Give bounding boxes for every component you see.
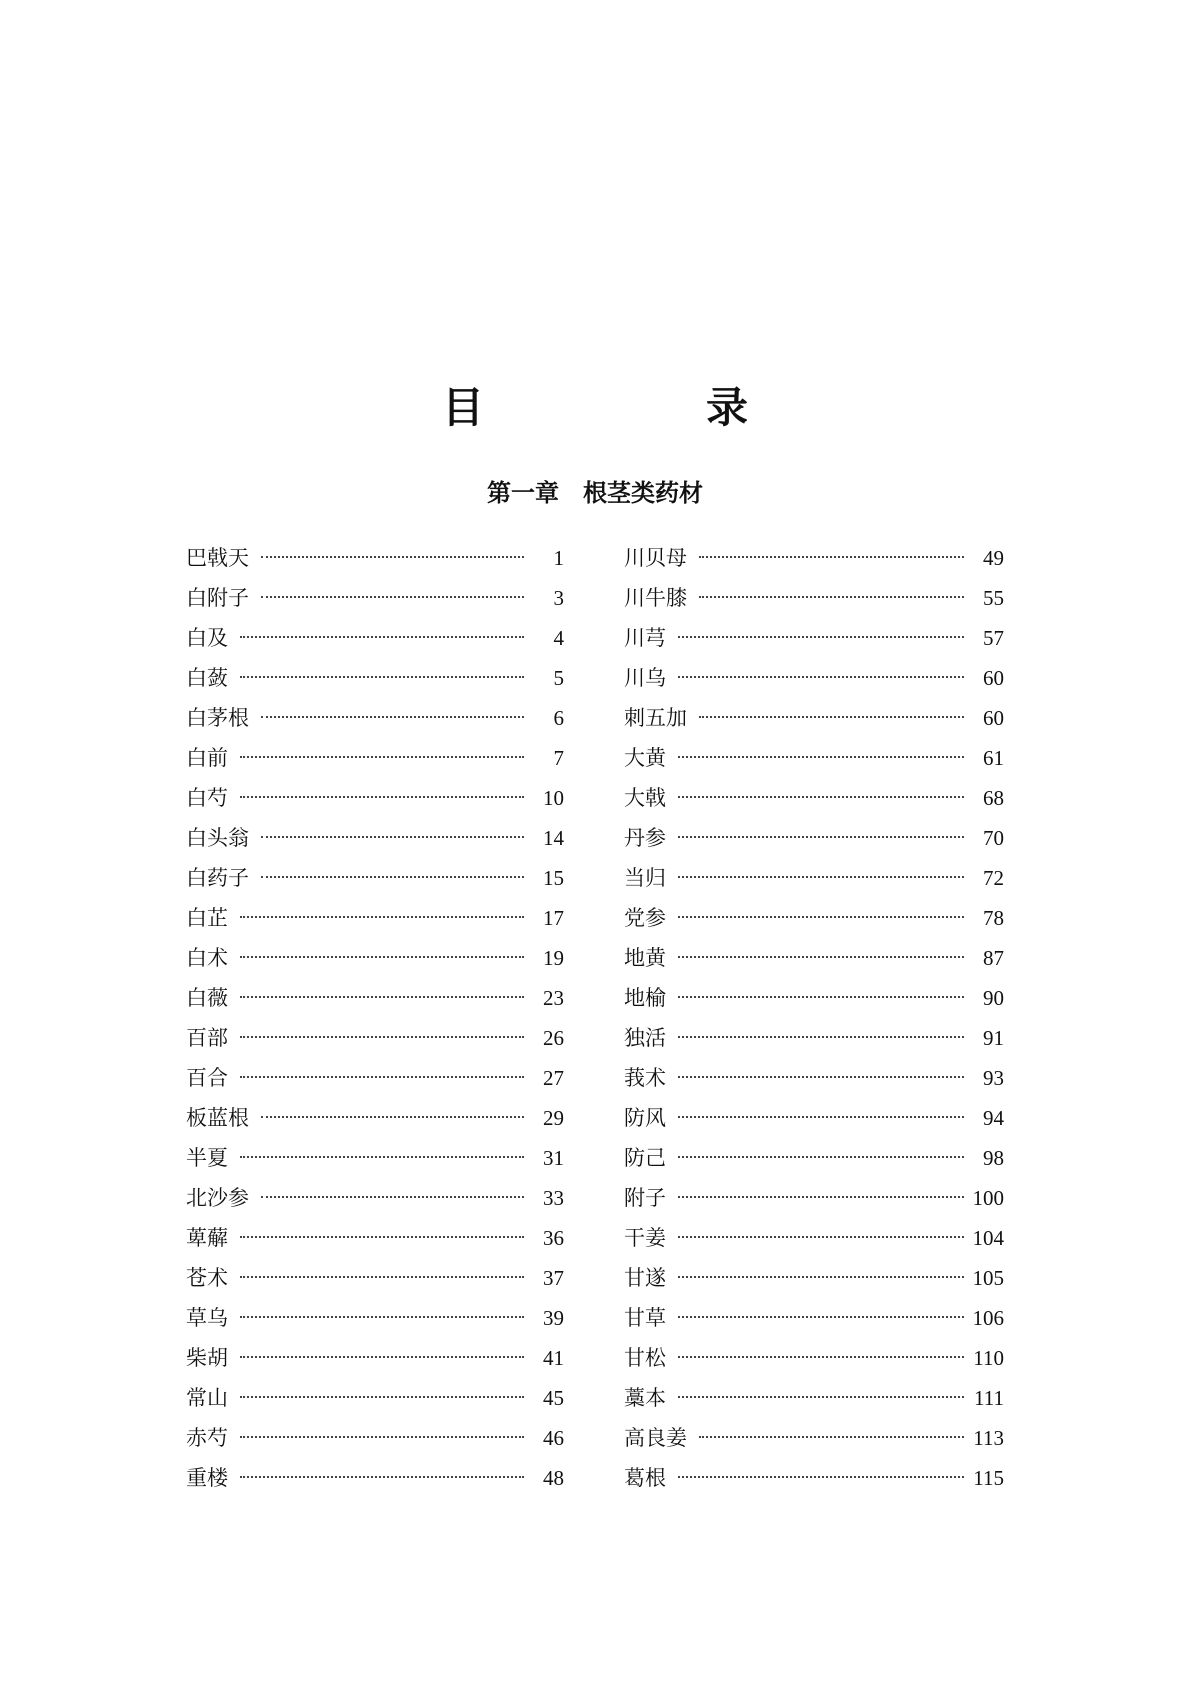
toc-entry-name: 白薇: [186, 986, 228, 1010]
dot-leader: [240, 1436, 524, 1438]
toc-entry: [186, 618, 564, 658]
dot-leader: [240, 1356, 524, 1358]
toc-entry: [624, 1218, 1004, 1258]
toc-entry-name: 半夏: [186, 1146, 228, 1170]
toc-entry-name: 百合: [186, 1066, 228, 1090]
toc-entry-page: 90: [983, 986, 1004, 1010]
toc-entry-page: 87: [983, 946, 1004, 970]
dot-leader: [699, 556, 964, 558]
toc-entry: [186, 1218, 564, 1258]
toc-entry: [624, 858, 1004, 898]
toc-entry-page: 46: [543, 1426, 564, 1450]
toc-entry-page: 36: [543, 1226, 564, 1250]
dot-leader: [261, 836, 524, 838]
toc-entry-name: 附子: [624, 1186, 666, 1210]
toc-entry-page: 115: [973, 1466, 1004, 1490]
toc-entry: [624, 738, 1004, 778]
toc-entry-name: 白及: [186, 626, 228, 650]
toc-entry-page: 19: [543, 946, 564, 970]
toc-entry-page: 14: [543, 826, 564, 850]
toc-entry-name: 白蔹: [186, 666, 228, 690]
toc-entry-page: 98: [983, 1146, 1004, 1170]
toc-entry-page: 106: [972, 1306, 1004, 1330]
toc-entry-page: 49: [983, 546, 1004, 570]
toc-entry: [186, 1058, 564, 1098]
toc-entry-name: 白芷: [186, 906, 228, 930]
toc-entry: [624, 898, 1004, 938]
dot-leader: [240, 1276, 524, 1278]
toc-entry-page: 45: [543, 1386, 564, 1410]
toc-entry-name: 丹参: [624, 826, 666, 850]
toc-entry-name: 甘草: [624, 1306, 666, 1330]
toc-entry-name: 藁本: [624, 1386, 666, 1410]
toc-entry: [624, 818, 1004, 858]
toc-entry-name: 川贝母: [624, 546, 687, 570]
toc-entry: [624, 1378, 1004, 1418]
toc-entry-name: 川乌: [624, 666, 666, 690]
toc-entry-page: 27: [543, 1066, 564, 1090]
toc-entry-name: 白术: [186, 946, 228, 970]
dot-leader: [678, 636, 964, 638]
dot-leader: [240, 1476, 524, 1478]
dot-leader: [261, 716, 524, 718]
dot-leader: [678, 1076, 964, 1078]
toc-entry: [186, 938, 564, 978]
toc-entry-name: 赤芍: [186, 1426, 228, 1450]
toc-entry-name: 常山: [186, 1386, 228, 1410]
toc-entry-page: 1: [553, 546, 564, 570]
toc-entry-name: 百部: [186, 1026, 228, 1050]
toc-entry: [186, 698, 564, 738]
toc-entry: [624, 1458, 1004, 1498]
toc-entry: [624, 1018, 1004, 1058]
toc-right-column: [624, 538, 1004, 1498]
toc-entry: [186, 1258, 564, 1298]
toc-entry-name: 党参: [624, 906, 666, 930]
dot-leader: [699, 1436, 964, 1438]
toc-entry: [624, 1138, 1004, 1178]
toc-entry-page: 4: [553, 626, 564, 650]
toc-entry-name: 白前: [186, 746, 228, 770]
toc-entry-page: 57: [983, 626, 1004, 650]
toc-entry: [624, 1178, 1004, 1218]
dot-leader: [678, 1356, 964, 1358]
toc-entry-page: 78: [983, 906, 1004, 930]
toc-entry-name: 防己: [624, 1146, 666, 1170]
toc-entry: [624, 938, 1004, 978]
toc-entry: [186, 1338, 564, 1378]
toc-entry-name: 独活: [624, 1026, 666, 1050]
toc-entry: [624, 1098, 1004, 1138]
toc-entry-name: 地黄: [624, 946, 666, 970]
toc-entry-page: 91: [983, 1026, 1004, 1050]
toc-entry-page: 39: [543, 1306, 564, 1330]
dot-leader: [240, 676, 524, 678]
toc-entry-page: 6: [553, 706, 564, 730]
toc-entry-page: 26: [543, 1026, 564, 1050]
toc-entry-name: 白附子: [186, 586, 249, 610]
dot-leader: [678, 1036, 964, 1038]
dot-leader: [678, 956, 964, 958]
toc-entry: [624, 1258, 1004, 1298]
dot-leader: [261, 1116, 524, 1118]
toc-left-column: [186, 538, 564, 1498]
dot-leader: [240, 916, 524, 918]
toc-entry-name: 白头翁: [186, 826, 249, 850]
toc-entry-page: 5: [553, 666, 564, 690]
toc-entry: [624, 1418, 1004, 1458]
toc-entry: [624, 538, 1004, 578]
toc-entry-page: 111: [974, 1386, 1004, 1410]
dot-leader: [678, 1156, 964, 1158]
toc-entry: [186, 1178, 564, 1218]
toc-entry-page: 37: [543, 1266, 564, 1290]
dot-leader: [678, 756, 964, 758]
toc-entry-name: 葛根: [624, 1466, 666, 1490]
toc-entry-page: 68: [983, 786, 1004, 810]
dot-leader: [678, 1396, 964, 1398]
dot-leader: [678, 1196, 964, 1198]
toc-entry-page: 105: [972, 1266, 1004, 1290]
toc-entry-name: 甘遂: [624, 1266, 666, 1290]
toc-entry: [624, 1338, 1004, 1378]
toc-entry-name: 大戟: [624, 786, 666, 810]
dot-leader: [261, 1196, 524, 1198]
toc-entry-name: 重楼: [186, 1466, 228, 1490]
dot-leader: [678, 1316, 964, 1318]
toc-entry-page: 60: [983, 706, 1004, 730]
dot-leader: [240, 996, 524, 998]
toc-entry-page: 10: [543, 786, 564, 810]
dot-leader: [678, 676, 964, 678]
toc-entry-page: 17: [543, 906, 564, 930]
toc-entry: [624, 618, 1004, 658]
toc-entry-page: 70: [983, 826, 1004, 850]
toc-entry-name: 白药子: [186, 866, 249, 890]
toc-entry-name: 萆薢: [186, 1226, 228, 1250]
dot-leader: [240, 1396, 524, 1398]
toc-entry: [624, 1298, 1004, 1338]
toc-entry: [186, 578, 564, 618]
toc-entry-page: 7: [553, 746, 564, 770]
toc-entry: [186, 538, 564, 578]
toc-entry-name: 川芎: [624, 626, 666, 650]
toc-entry-page: 60: [983, 666, 1004, 690]
toc-entry-page: 55: [983, 586, 1004, 610]
toc-entry-name: 当归: [624, 866, 666, 890]
toc-entry: [186, 778, 564, 818]
dot-leader: [678, 1276, 964, 1278]
dot-leader: [240, 796, 524, 798]
toc-entry-page: 61: [983, 746, 1004, 770]
dot-leader: [261, 556, 524, 558]
toc-entry-page: 110: [973, 1346, 1004, 1370]
toc-entry-name: 白茅根: [186, 706, 249, 730]
toc-entry-page: 31: [543, 1146, 564, 1170]
toc-entry-name: 甘松: [624, 1346, 666, 1370]
toc-entry: [186, 1298, 564, 1338]
dot-leader: [699, 596, 964, 598]
toc-entry-name: 防风: [624, 1106, 666, 1130]
chapter-title: 第一章 根茎类药材: [487, 479, 703, 507]
toc-entry-page: 33: [543, 1186, 564, 1210]
dot-leader: [699, 716, 964, 718]
dot-leader: [678, 796, 964, 798]
dot-leader: [261, 876, 524, 878]
toc-entry-name: 高良姜: [624, 1426, 687, 1450]
toc-entry-page: 48: [543, 1466, 564, 1490]
dot-leader: [240, 636, 524, 638]
toc-entry-page: 100: [972, 1186, 1004, 1210]
dot-leader: [240, 956, 524, 958]
dot-leader: [678, 836, 964, 838]
toc-entry: [186, 1138, 564, 1178]
toc-entry: [624, 978, 1004, 1018]
dot-leader: [678, 1116, 964, 1118]
toc-entry-name: 巴戟天: [186, 546, 249, 570]
toc-entry-name: 苍术: [186, 1266, 228, 1290]
dot-leader: [240, 1076, 524, 1078]
dot-leader: [240, 1036, 524, 1038]
toc-entry: [624, 658, 1004, 698]
dot-leader: [678, 996, 964, 998]
dot-leader: [678, 876, 964, 878]
toc-entry-name: 刺五加: [624, 706, 687, 730]
dot-leader: [240, 1236, 524, 1238]
toc-entry-name: 白芍: [186, 786, 228, 810]
toc-entry: [186, 1418, 564, 1458]
toc-entry: [186, 978, 564, 1018]
toc-entry-name: 北沙参: [186, 1186, 249, 1210]
toc-entry-page: 94: [983, 1106, 1004, 1130]
page-title: 目 录: [441, 383, 838, 432]
dot-leader: [240, 1316, 524, 1318]
toc-entry-page: 23: [543, 986, 564, 1010]
toc-entry: [186, 738, 564, 778]
toc-entry-name: 草乌: [186, 1306, 228, 1330]
toc-entry-name: 干姜: [624, 1226, 666, 1250]
toc-entry-name: 大黄: [624, 746, 666, 770]
toc-entry: [186, 1458, 564, 1498]
toc-entry-name: 柴胡: [186, 1346, 228, 1370]
toc-entry: [624, 578, 1004, 618]
dot-leader: [678, 916, 964, 918]
toc-entry-page: 41: [543, 1346, 564, 1370]
toc-entry-name: 莪术: [624, 1066, 666, 1090]
dot-leader: [240, 756, 524, 758]
toc-entry: [624, 698, 1004, 738]
toc-entry-page: 15: [543, 866, 564, 890]
toc-entry: [186, 1378, 564, 1418]
toc-entry: [186, 818, 564, 858]
toc-entry-name: 川牛膝: [624, 586, 687, 610]
toc-entry-page: 104: [972, 1226, 1004, 1250]
dot-leader: [240, 1156, 524, 1158]
toc-entry: [186, 858, 564, 898]
toc-entry-page: 3: [553, 586, 564, 610]
dot-leader: [261, 596, 524, 598]
toc-entry-name: 地榆: [624, 986, 666, 1010]
toc-entry-page: 72: [983, 866, 1004, 890]
toc-entry-page: 113: [973, 1426, 1004, 1450]
dot-leader: [678, 1476, 964, 1478]
toc-entry: [624, 778, 1004, 818]
toc-entry: [186, 1018, 564, 1058]
dot-leader: [678, 1236, 964, 1238]
toc-entry: [186, 898, 564, 938]
toc-entry-page: 93: [983, 1066, 1004, 1090]
toc-entry: [624, 1058, 1004, 1098]
toc-entry-page: 29: [543, 1106, 564, 1130]
toc-entry: [186, 1098, 564, 1138]
toc-entry-name: 板蓝根: [186, 1106, 249, 1130]
toc-entry: [186, 658, 564, 698]
